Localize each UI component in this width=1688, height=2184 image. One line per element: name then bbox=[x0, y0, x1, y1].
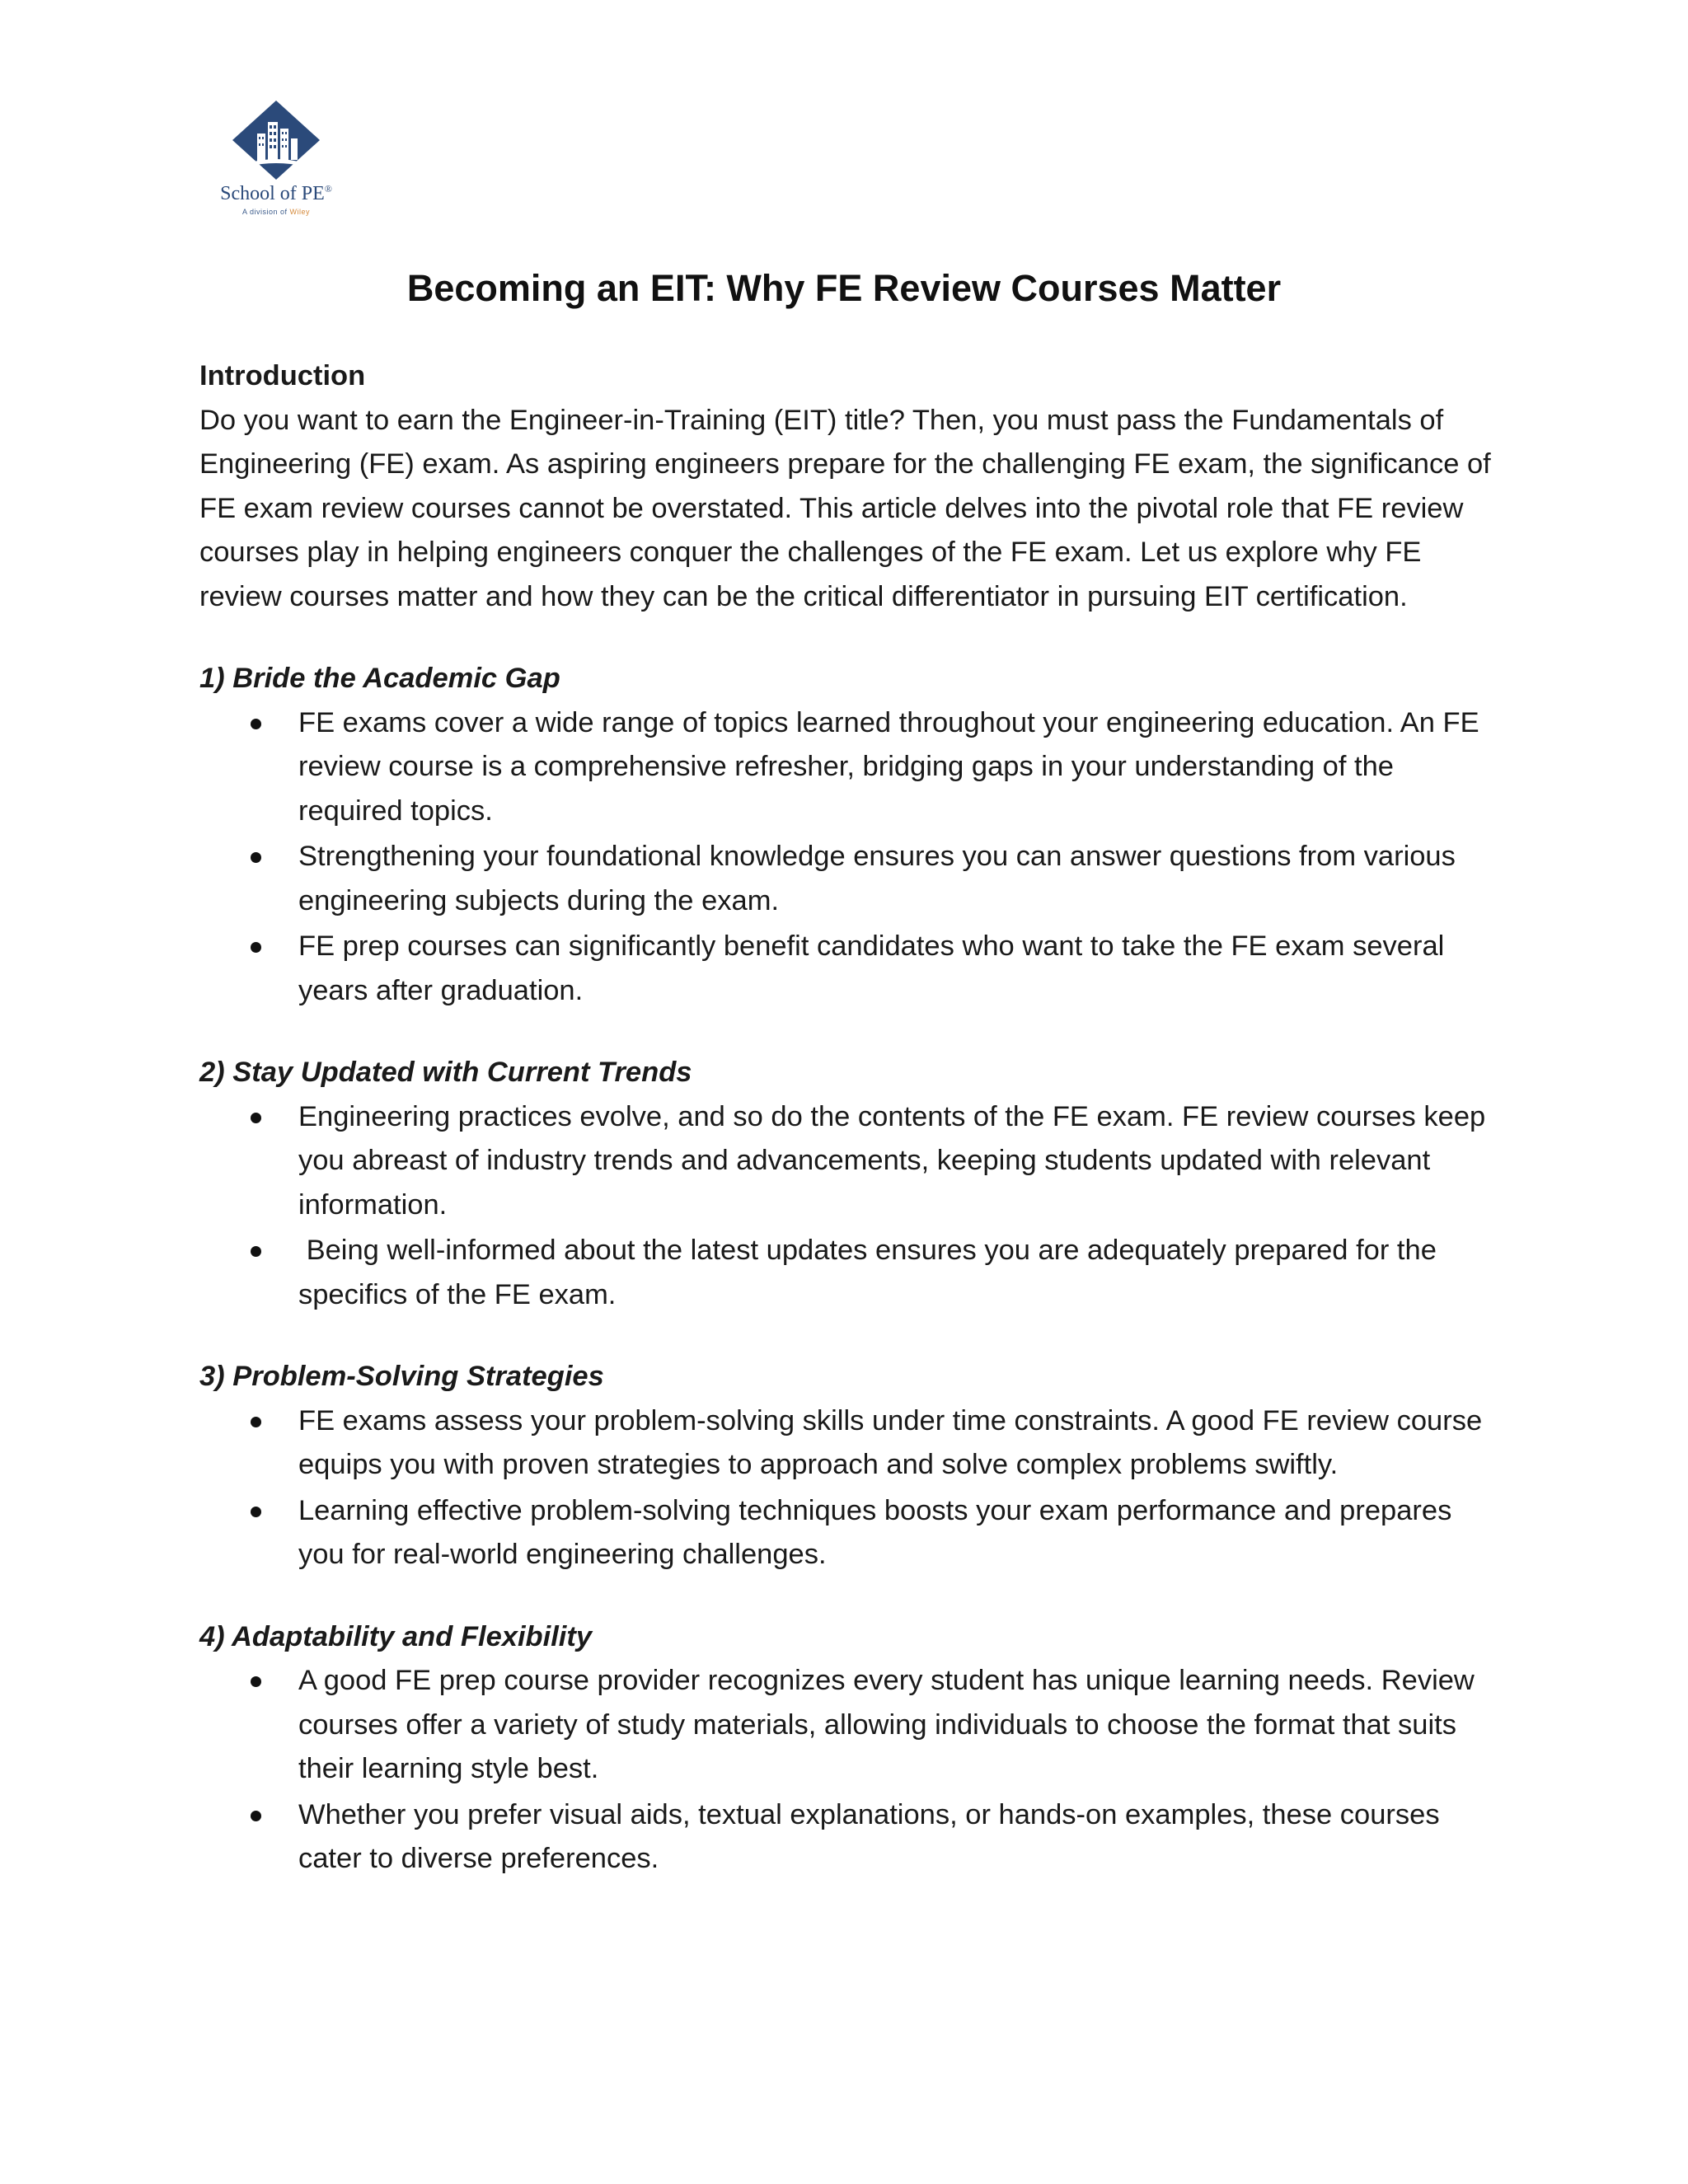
building-diamond-icon bbox=[198, 97, 354, 183]
bullet-list bbox=[199, 1095, 1502, 1318]
bullet-icon bbox=[251, 852, 261, 863]
intro-heading: Introduction bbox=[199, 360, 366, 391]
bullet-icon bbox=[251, 942, 261, 953]
document-title: Becoming an EIT: Why FE Review Courses Matter bbox=[406, 267, 1282, 309]
list-item: Whether you prefer visual aids, textual explanations, or hands-on examples, these courses cater to diverse preferences. bbox=[199, 1793, 1502, 1882]
bullet-icon bbox=[251, 1246, 261, 1257]
list-item: FE prep courses can significantly benefit candidates who want to take the FE exam several years after graduation. bbox=[199, 925, 1502, 1013]
list-item: Strengthening your foundational knowledge ensures you can answer questions from various engineering subjects during the exam. bbox=[199, 835, 1502, 923]
list-item: Learning effective problem-solving techniques boosts your exam performance and prepares you for real-world engineering challenges. bbox=[199, 1489, 1502, 1577]
bullet-icon bbox=[251, 1811, 261, 1821]
bullet-icon bbox=[251, 1507, 261, 1517]
section-heading: 1) Bride the Academic Gap bbox=[199, 663, 560, 694]
school-of-pe-logo bbox=[198, 97, 354, 229]
section-adaptability bbox=[199, 1615, 1502, 1882]
logo-name: School of PE® bbox=[220, 183, 332, 204]
list-item: Engineering practices evolve, and so do the contents of the FE exam. FE review courses keep you abreast of industry trends and advancements, keeping students updated with relevant information. bbox=[199, 1095, 1502, 1228]
bullet-list bbox=[199, 1399, 1502, 1577]
intro-text: Do you want to earn the Engineer-in-Training (EIT) title? Then, you must pass the Fundamentals of Engineering (FE) exam. As aspiring engineers prepare for the challenging FE exam, the significance of FE exam review courses cannot be overstated. This article delves into the pivotal role that FE review courses play in helping engineers conquer the challenges of the FE exam. Let us explore why FE review courses matter and how they can be the critical differentiator in pursuing EIT certification. bbox=[199, 404, 1491, 612]
list-item: FE exams assess your problem-solving skills under time constraints. A good FE review course equips you with proven strategies to approach and solve complex problems swiftly. bbox=[199, 1399, 1502, 1488]
list-item: Being well-informed about the latest updates ensures you are adequately prepared for the specifics of the FE exam. bbox=[199, 1229, 1502, 1317]
section-problem-solving bbox=[199, 1355, 1502, 1577]
logo-tagline: A division of Wiley bbox=[241, 208, 311, 216]
bullet-list bbox=[199, 1659, 1502, 1882]
bullet-icon bbox=[251, 1417, 261, 1427]
section-heading: 3) Problem-Solving Strategies bbox=[199, 1361, 604, 1392]
list-item: A good FE prep course provider recognizes every student has unique learning needs. Review courses offer a variety of study materials, allowing individuals to choose the format that suits their learning style best. bbox=[199, 1659, 1502, 1792]
section-current-trends bbox=[199, 1051, 1502, 1317]
bullet-list bbox=[199, 701, 1502, 1014]
section-heading: 2) Stay Updated with Current Trends bbox=[199, 1057, 692, 1088]
document-body bbox=[199, 354, 1502, 1883]
section-academic-gap bbox=[199, 657, 1502, 1013]
list-item: FE exams cover a wide range of topics learned throughout your engineering education. An FE review course is a comprehensive refresher, bridging gaps in your understanding of the required topics. bbox=[199, 701, 1502, 834]
bullet-icon bbox=[251, 1676, 261, 1687]
bullet-icon bbox=[251, 1113, 261, 1123]
section-heading: 4) Adaptability and Flexibility bbox=[199, 1620, 593, 1652]
bullet-icon bbox=[251, 719, 261, 729]
